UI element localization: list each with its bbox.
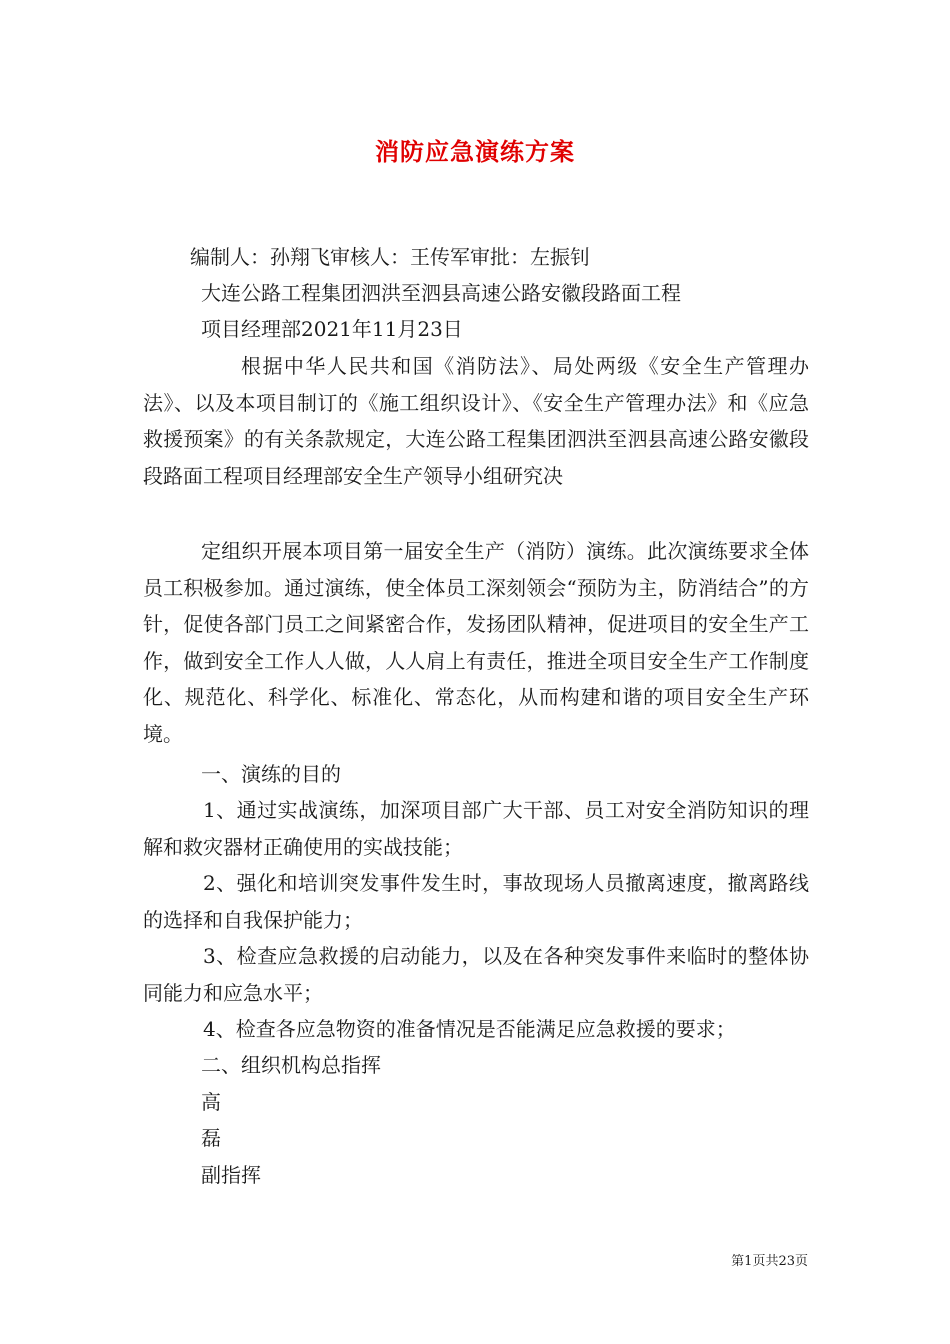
paragraph-1: 根据中华人民共和国《消防法》、局处两级《安全生产管理办法》、以及本项目制订的《施工组织设计》、《安全生产管理办法》和《应急救援预案》的有关条款规定，大连公路工程集团泗洪至泗县高速公路安徽段段路面工程项目经理部安全生产领导小组研究决	[143, 354, 809, 488]
list-item-3: 3、检查应急救援的启动能力，以及在各种突发事件来临时的整体协同能力和应急水平；	[143, 944, 809, 1005]
section-2-heading: 二、组织机构总指挥	[201, 1053, 381, 1077]
header-line-date: 项目经理部2021年11月23日	[201, 317, 463, 341]
paragraph-2: 定组织开展本项目第一届安全生产（消防）演练。此次演练要求全体员工积极参加。通过演练，使全体员工深刻领会“预防为主，防消结合”的方针，促使各部门员工之间紧密合作，发扬团队精神，促进项目的安全生产工作，做到安全工作人人做，人人肩上有责任，推进全项目安全生产工作制度化、规范化、科学化、标准化、常态化，从而构建和谐的项目安全生产环境。	[143, 539, 809, 746]
section-1-heading: 一、演练的目的	[201, 762, 341, 786]
header-line-authors: 编制人：孙翔飞审核人：王传军审批：左振钊	[190, 245, 590, 269]
page-number: 第1页共23页	[731, 1254, 808, 1269]
document-title: 消防应急演练方案	[375, 137, 575, 166]
header-line-company: 大连公路工程集团泗洪至泗县高速公路安徽段路面工程	[201, 281, 681, 305]
commander-name-char-2: 磊	[201, 1126, 221, 1150]
list-item-1: 1、通过实战演练，加深项目部广大干部、员工对安全消防知识的理解和救灾器材正确使用的实战技能；	[143, 798, 809, 859]
list-item-4: 4、检查各应急物资的准备情况是否能满足应急救援的要求；	[203, 1017, 736, 1041]
list-item-2: 2、强化和培训突发事件发生时，事故现场人员撤离速度，撤离路线的选择和自我保护能力；	[143, 871, 809, 932]
deputy-commander-label: 副指挥	[201, 1163, 261, 1187]
commander-name-char-1: 高	[201, 1090, 221, 1114]
